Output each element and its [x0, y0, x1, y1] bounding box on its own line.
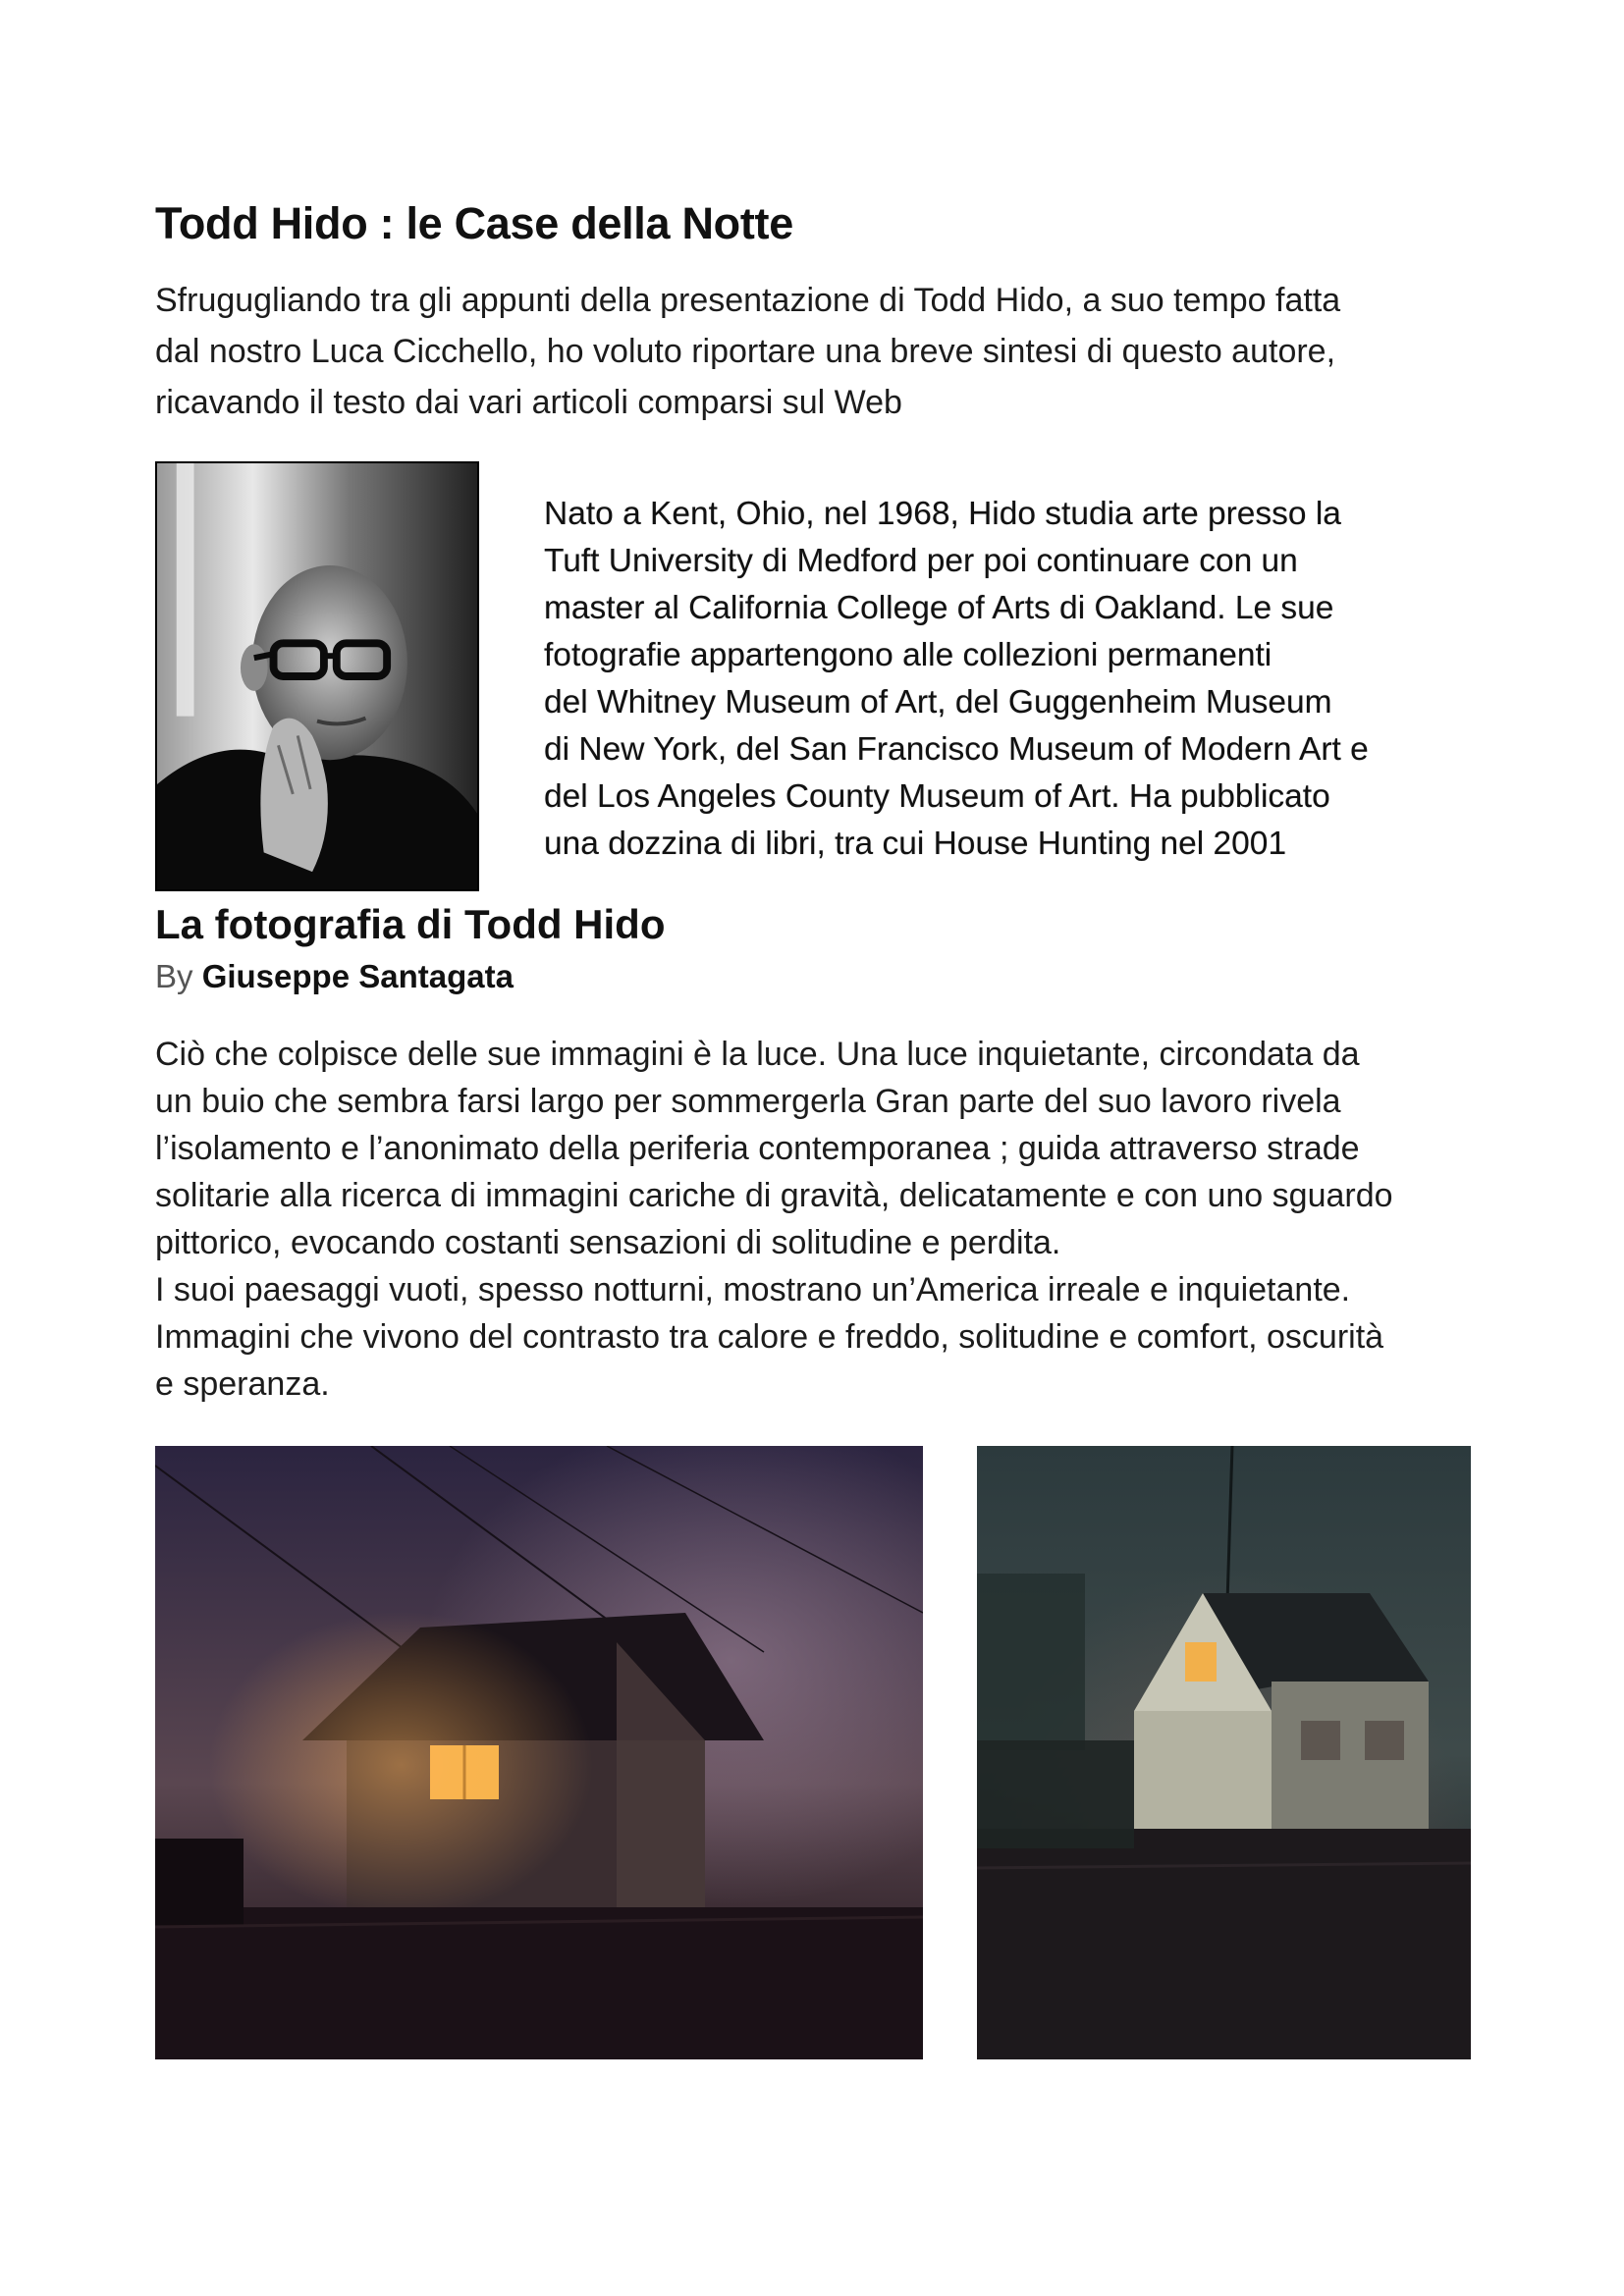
bio-line: master al California College of Arts di Oakland. Le sue [544, 590, 1334, 626]
section-title: La fotografia di Todd Hido [155, 901, 666, 947]
byline [155, 958, 514, 995]
body-line: l’isolamento e l’anonimato della periferia contemporanea ; guida attraverso strade [155, 1130, 1360, 1167]
document-title: Todd Hido : le Case della Notte [155, 198, 793, 248]
byline-author: Giuseppe Santagata [201, 958, 514, 994]
body-paragraph [155, 1031, 1510, 1408]
intro-line: dal nostro Luca Cicchello, ho voluto riportare una breve sintesi di questo autore, [155, 333, 1336, 370]
body-line: un buio che sembra farsi largo per sommergerla Gran parte del suo lavoro rivela [155, 1083, 1341, 1120]
bio-line: una dozzina di libri, tra cui House Hunting nel 2001 [544, 826, 1287, 862]
byline-prefix: By [155, 958, 193, 994]
house-photo-image [155, 1446, 923, 2059]
bio-line: Nato a Kent, Ohio, nel 1968, Hido studia arte presso la [544, 496, 1341, 532]
body-line: Immagini che vivono del contrasto tra calore e freddo, solitudine e comfort, oscurità [155, 1318, 1384, 1356]
intro-line: ricavando il testo dai vari articoli comparsi sul Web [155, 384, 902, 421]
portrait-image [157, 463, 477, 889]
body-line: Ciò che colpisce delle sue immagini è la luce. Una luce inquietante, circondata da [155, 1036, 1360, 1073]
bio-line: Tuft University di Medford per poi continuare con un [544, 543, 1298, 579]
author-portrait-photo [155, 461, 479, 891]
body-line: e speranza. [155, 1365, 330, 1403]
intro-line: Sfrugugliando tra gli appunti della presentazione di Todd Hido, a suo tempo fatta [155, 282, 1341, 319]
night-house-photo-1 [155, 1446, 923, 2059]
bio-line: del Los Angeles County Museum of Art. Ha pubblicato [544, 778, 1330, 815]
night-house-photo-2 [977, 1446, 1471, 2059]
body-line: I suoi paesaggi vuoti, spesso notturni, mostrano un’America irreale e inquietante. [155, 1271, 1351, 1308]
bio-paragraph [544, 491, 1487, 868]
bio-line: fotografie appartengono alle collezioni permanenti [544, 637, 1272, 673]
bio-line: di New York, del San Francisco Museum of Modern Art e [544, 731, 1369, 768]
body-line: pittorico, evocando costanti sensazioni di solitudine e perdita. [155, 1224, 1061, 1261]
house-photo-image [977, 1446, 1471, 2059]
bio-line: del Whitney Museum of Art, del Guggenheim Museum [544, 684, 1332, 721]
intro-paragraph [155, 275, 1471, 428]
body-line: solitarie alla ricerca di immagini cariche di gravità, delicatamente e con uno sguardo [155, 1177, 1393, 1214]
